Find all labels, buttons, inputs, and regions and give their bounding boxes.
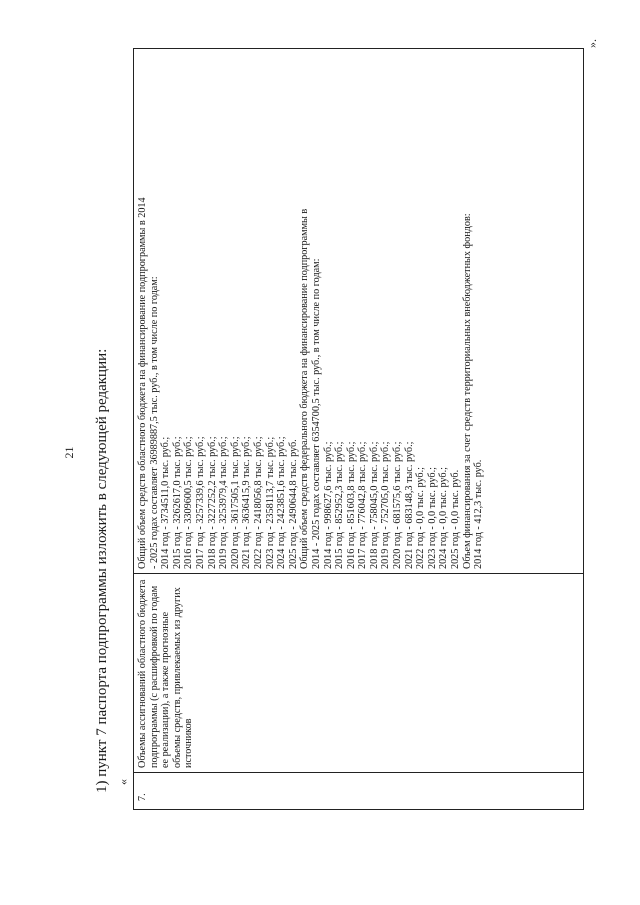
text-line: 2016 год - 851603,8 тыс. руб.; (345, 441, 357, 569)
text-line: 2015 год - 3262617,0 тыс. руб.; (171, 436, 183, 569)
text-line: 2014 год - 412,3 тыс. руб. (473, 459, 485, 569)
text-line: 2025 год - 0,0 тыс. руб. (450, 469, 462, 569)
text-line: 2022 год - 0,0 тыс. руб.; (415, 467, 427, 569)
text-line: 2024 год - 2423851,6 тыс. руб.; (276, 436, 288, 569)
text-line: 2021 год - 683148,3 тыс. руб.; (403, 441, 415, 569)
row-number: 7. (134, 773, 584, 810)
text-line: - 2025 годах составляет 36989887,5 тыс. руб., в том числе по годам: (148, 276, 160, 569)
text-line: 2023 год - 0,0 тыс. руб.; (426, 467, 438, 569)
text-line: 2019 год - 3253979,4 тыс. руб.; (218, 436, 230, 569)
row-label: Объемы ассигнований областного бюджета подпрограммы (с расшифровкой по годам ее реализации), а также прогнозные объемы средств, привлекаемых из других источников (134, 574, 584, 773)
text-line: 2016 год - 3309600,5 тыс. руб.; (183, 436, 195, 569)
text-line: 2014 год - 3734511,0 тыс. руб.; (160, 436, 172, 569)
text-line: 2020 год - 681575,6 тыс. руб.; (392, 441, 404, 569)
closing-quote: ». (585, 39, 599, 48)
text-line: 2022 год - 2418056,8 тыс. руб.; (252, 436, 264, 569)
text-line: 2018 год - 758045,0 тыс. руб.; (368, 441, 380, 569)
text-line: 2014 год - 998627,6 тыс. руб.; (322, 441, 334, 569)
text-line: 2014 - 2025 годах составляет 6354700,5 тыс. руб., в том числе по годам: (310, 258, 322, 569)
page-number: 21 (62, 446, 76, 459)
text-line: Объем финансирования за счет средств территориальных внебюджетных фондов: (461, 213, 473, 569)
row-value (134, 49, 584, 574)
amendment-heading: 1) пункт 7 паспорта подпрограммы изложить в следующей редакции: (94, 348, 110, 793)
text-line: 2024 год - 0,0 тыс. руб.; (438, 467, 450, 569)
text-line: 2025 год - 2490644,8 тыс. руб. (287, 439, 299, 569)
text-line: 2021 год - 3636415,9 тыс. руб.; (241, 436, 253, 569)
table-row (134, 49, 584, 810)
text-line: 2020 год - 3617505,1 тыс. руб.; (229, 436, 241, 569)
text-line: 2015 год - 852952,3 тыс. руб.; (334, 441, 346, 569)
text-line: 2023 год - 2358113,7 тыс. руб.; (264, 436, 276, 569)
text-line: Общий объем средств федерального бюджета на финансирование подпрограммы в (299, 208, 311, 569)
text-line: 2019 год - 752705,0 тыс. руб.; (380, 441, 392, 569)
text-line: 2017 год - 3257339,6 тыс. руб.; (194, 436, 206, 569)
text-line: Общий объем средств областного бюджета на финансирование подпрограммы в 2014 (137, 197, 148, 569)
text-line: 2018 год - 3227252,2 тыс. руб.; (206, 436, 218, 569)
text-line: 2017 год - 776042,8 тыс. руб.; (357, 441, 369, 569)
passport-table (133, 48, 584, 810)
opening-quote: « (116, 779, 130, 785)
